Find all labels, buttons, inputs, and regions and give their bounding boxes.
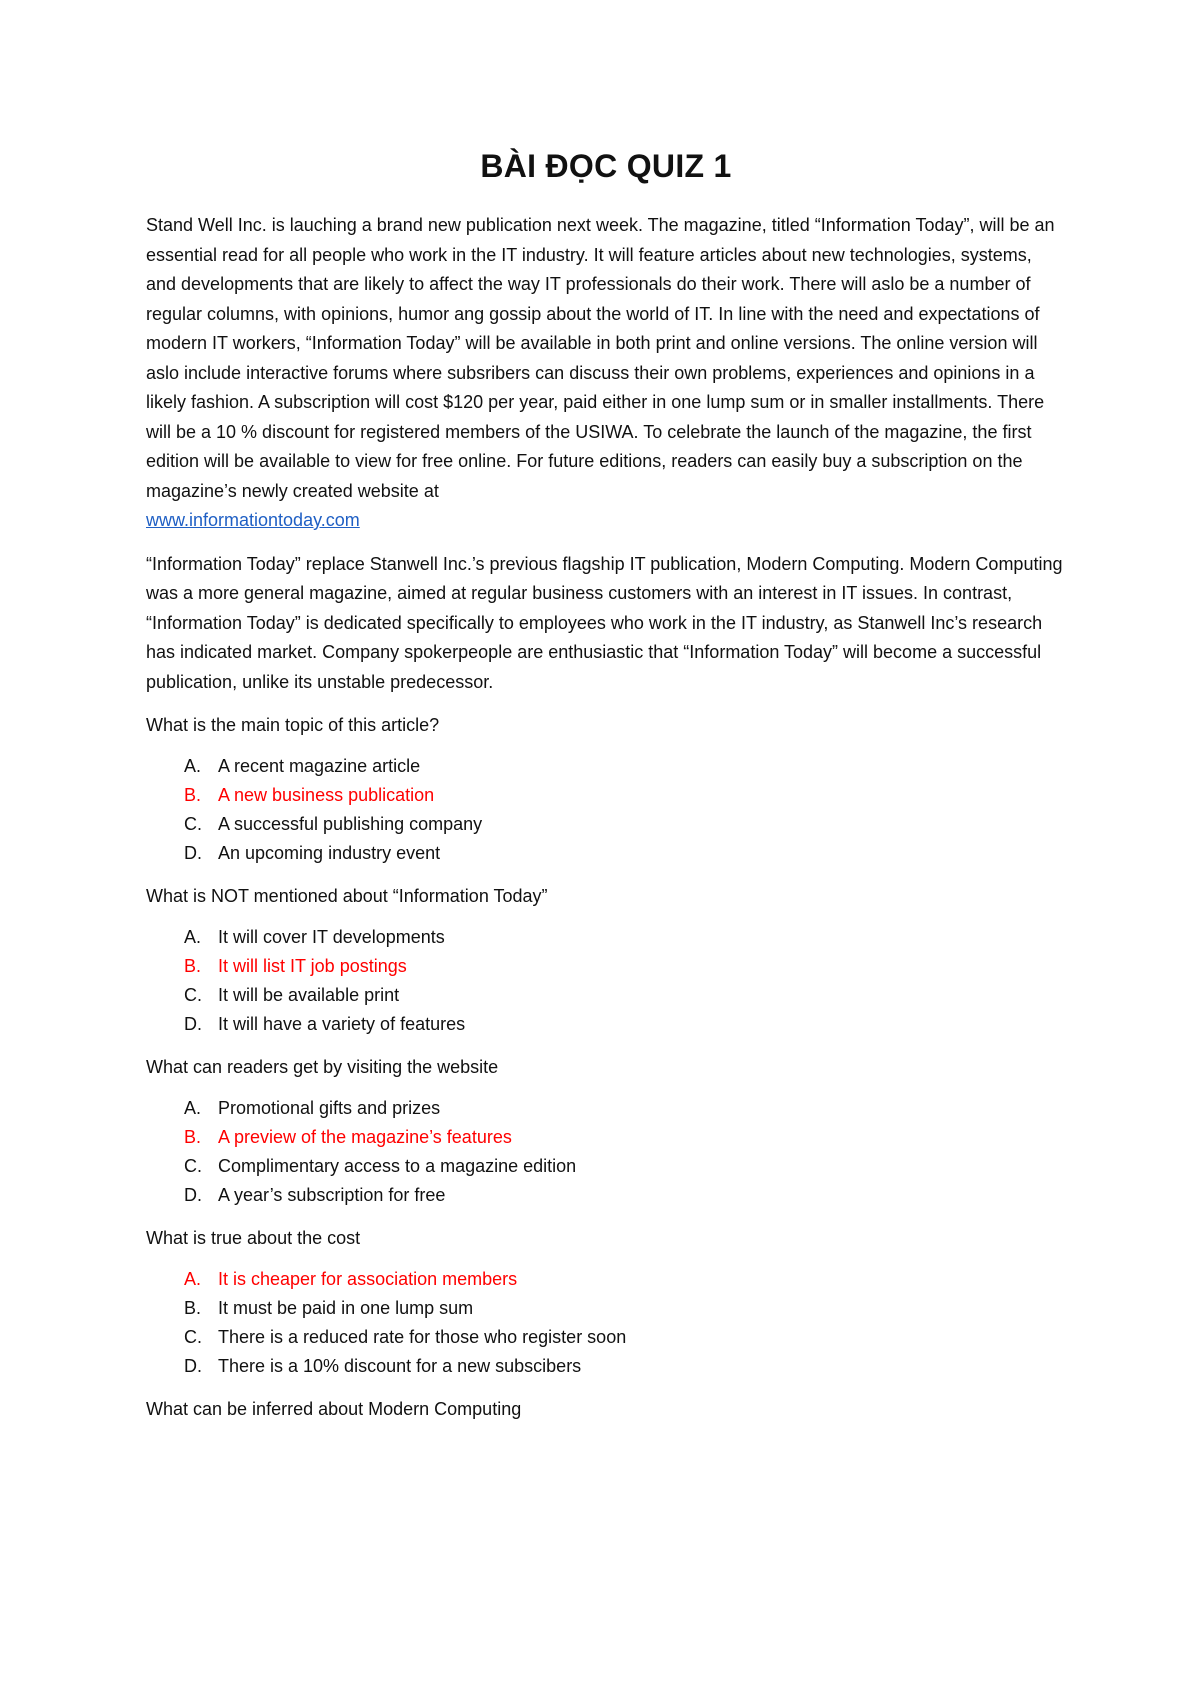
document-title: BÀI ĐỌC QUIZ 1: [480, 148, 732, 184]
options-list: [146, 923, 1066, 1039]
options-list: [146, 1094, 1066, 1210]
passage-paragraph-1-text: Stand Well Inc. is lauching a brand new publication next week. The magazine, titled “Information Today”, will be an essential read for all people who work in the IT industry. It will feature articles about new technologies, systems, and developments that are likely to affect the way IT professionals do their work. There will aslo be a number of regular columns, with opinions, humor ang gossip about the world of IT. In line with the need and expectations of modern IT workers, “Information Today” will be available in both print and online versions. The online version will aslo include interactive forums where subsribers can discuss their own problems, experiences and opinions in a likely fashion. A subscription will cost $120 per year, paid either in one lump sum or in smaller installments. There will be a 10 % discount for registered members of the USIWA. To celebrate the launch of the magazine, the first edition will be available to view for free online. For future editions, readers can easily buy a subscription on the magazine’s newly created website at: [146, 215, 1055, 501]
option-text: It will cover IT developments: [218, 927, 445, 947]
option-text: A preview of the magazine’s features: [218, 1127, 512, 1147]
question-text: What is true about the cost: [146, 1228, 361, 1248]
option-letter: B.: [184, 1298, 202, 1318]
options-list: [146, 1265, 1066, 1381]
option-letter: B.: [184, 956, 202, 976]
question-3: [146, 1053, 1066, 1210]
option-c: [146, 1323, 1066, 1352]
option-c: [146, 810, 1066, 839]
option-letter: C.: [184, 814, 202, 834]
option-letter: D.: [184, 1185, 202, 1205]
option-text: An upcoming industry event: [218, 843, 441, 863]
option-a: [146, 752, 1066, 781]
option-letter: B.: [184, 785, 202, 805]
option-letter: D.: [184, 1014, 202, 1034]
option-b: [146, 1294, 1066, 1323]
option-text: There is a reduced rate for those who register soon: [218, 1327, 627, 1347]
option-letter: A.: [184, 927, 202, 947]
question-text: What is NOT mentioned about “Information Today”: [146, 886, 548, 906]
option-b: [146, 1123, 1066, 1152]
option-text: Promotional gifts and prizes: [218, 1098, 441, 1118]
option-letter: A.: [184, 756, 202, 776]
question-5: [146, 1395, 1066, 1424]
option-text: It will be available print: [218, 985, 400, 1005]
option-d: [146, 1010, 1066, 1039]
option-text: Complimentary access to a magazine edition: [218, 1156, 577, 1176]
option-text: There is a 10% discount for a new subscibers: [218, 1356, 582, 1376]
option-d: [146, 1352, 1066, 1381]
option-letter: C.: [184, 1327, 202, 1347]
question-list: [146, 711, 1066, 1424]
option-letter: C.: [184, 985, 202, 1005]
question-4: [146, 1224, 1066, 1381]
document-page: [146, 148, 1066, 1436]
option-text: A new business publication: [218, 785, 435, 805]
option-a: [146, 1265, 1066, 1294]
option-letter: D.: [184, 843, 202, 863]
question-text: What can be inferred about Modern Computing: [146, 1399, 522, 1419]
option-text: It will have a variety of features: [218, 1014, 466, 1034]
option-b: [146, 952, 1066, 981]
passage-paragraph-2: “Information Today” replace Stanwell Inc.’s previous flagship IT publication, Modern Computing. Modern Computing was a more general magazine, aimed at regular business customers with an interest in IT issues. In contrast, “Information Today” is dedicated specifically to employees who work in the IT industry, as Stanwell Inc’s research has indicated market. Company spokerpeople are enthusiastic that “Information Today” will become a successful publication, unlike its unstable predecessor.: [146, 553, 1063, 692]
option-text: It must be paid in one lump sum: [218, 1298, 474, 1318]
option-b: [146, 781, 1066, 810]
question-text: What is the main topic of this article?: [146, 715, 440, 735]
option-a: [146, 1094, 1066, 1123]
option-a: [146, 923, 1066, 952]
question-1: [146, 711, 1066, 868]
question-text: What can readers get by visiting the website: [146, 1057, 499, 1077]
option-letter: A.: [184, 1269, 202, 1289]
option-text: A successful publishing company: [218, 814, 483, 834]
question-2: [146, 882, 1066, 1039]
website-link[interactable]: www.informationtoday.com: [146, 510, 360, 530]
option-text: It is cheaper for association members: [218, 1269, 518, 1289]
option-letter: B.: [184, 1127, 202, 1147]
option-text: It will list IT job postings: [218, 956, 407, 976]
option-c: [146, 1152, 1066, 1181]
option-letter: C.: [184, 1156, 202, 1176]
option-letter: D.: [184, 1356, 202, 1376]
option-letter: A.: [184, 1098, 202, 1118]
option-text: A year’s subscription for free: [218, 1185, 446, 1205]
option-d: [146, 1181, 1066, 1210]
option-text: A recent magazine article: [218, 756, 421, 776]
options-list: [146, 752, 1066, 868]
option-c: [146, 981, 1066, 1010]
passage-paragraph-1: [146, 211, 1066, 536]
option-d: [146, 839, 1066, 868]
